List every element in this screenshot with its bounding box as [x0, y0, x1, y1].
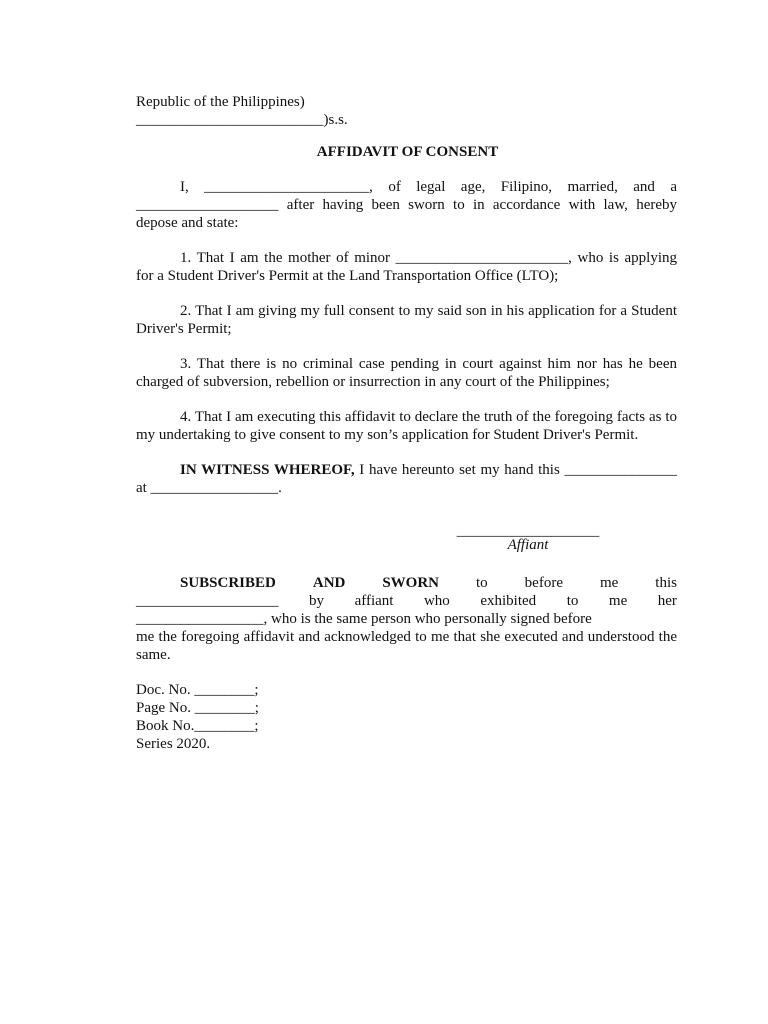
paragraph-3: 3. That there is no criminal case pending in court against him nor has he been charged of subversion, rebellion or insurrection in any court of the Philippines;	[136, 356, 677, 390]
jurat-word: AND	[312, 575, 346, 591]
jurat-word: SWORN	[382, 575, 440, 591]
paragraph-2: 2. That I am giving my full consent to my said son in his application for a Student Driver's Permit;	[136, 303, 677, 337]
paragraph-4: 4. That I am executing this affidavit to declare the truth of the foregoing facts as to my undertaking to give consent to my son’s application for Student Driver's Permit.	[136, 409, 677, 443]
jurat-rest: me the foregoing affidavit and acknowledged to me that she executed and understood the same.	[136, 629, 677, 663]
witness-lead: IN WITNESS WHEREOF,	[180, 462, 355, 478]
affiant-signature-line: ___________________	[456, 523, 600, 539]
jurat-row-2	[136, 592, 677, 610]
jurat-word: exhibited	[480, 593, 537, 609]
jurat-word: affiant	[354, 593, 394, 609]
affiant-signature-block	[136, 522, 677, 574]
venue-block	[136, 93, 677, 129]
affiant-label: Affiant	[507, 537, 549, 553]
book-no: Book No.________;	[136, 718, 259, 734]
jurat-word: SUBSCRIBED	[180, 575, 276, 591]
jurat-word: who	[423, 593, 450, 609]
jurat-word: to	[476, 575, 488, 591]
jurat-word: this	[655, 575, 677, 591]
witness-paragraph	[136, 461, 677, 497]
intro-paragraph: I, ______________________, of legal age, Filipino, married, and a ___________________ after having been sworn to in accordance with law, hereby depose and state:	[136, 179, 677, 231]
affidavit-document	[136, 93, 677, 753]
doc-no: Doc. No. ________;	[136, 682, 259, 698]
jurat-word: by	[309, 593, 325, 609]
jurat-word: to	[566, 593, 579, 609]
jurat-row-3: _________________, who is the same person who personally signed before	[136, 611, 592, 627]
jurat-word: before	[524, 575, 563, 591]
jurat-paragraph	[136, 574, 677, 664]
jurat-word: me	[608, 593, 628, 609]
jurat-word: ___________________	[136, 593, 279, 609]
jurat-word: me	[599, 575, 619, 591]
document-title: AFFIDAVIT OF CONSENT	[316, 144, 499, 160]
jurat-word: her	[657, 593, 677, 609]
series: Series 2020.	[136, 736, 211, 752]
jurat-row-1	[136, 574, 677, 592]
page-no: Page No. ________;	[136, 700, 259, 716]
paragraph-1: 1. That I am the mother of minor _______________________, who is applying for a Student Driver's Permit at the Land Transportation Office (LTO);	[136, 250, 677, 284]
venue-city-blank: _________________________)s.s.	[136, 112, 348, 128]
witness-rest: I have hereunto set my hand this _______________ at _________________.	[136, 462, 677, 496]
venue-country: Republic of the Philippines)	[136, 94, 305, 110]
notarial-register-block	[136, 681, 677, 753]
